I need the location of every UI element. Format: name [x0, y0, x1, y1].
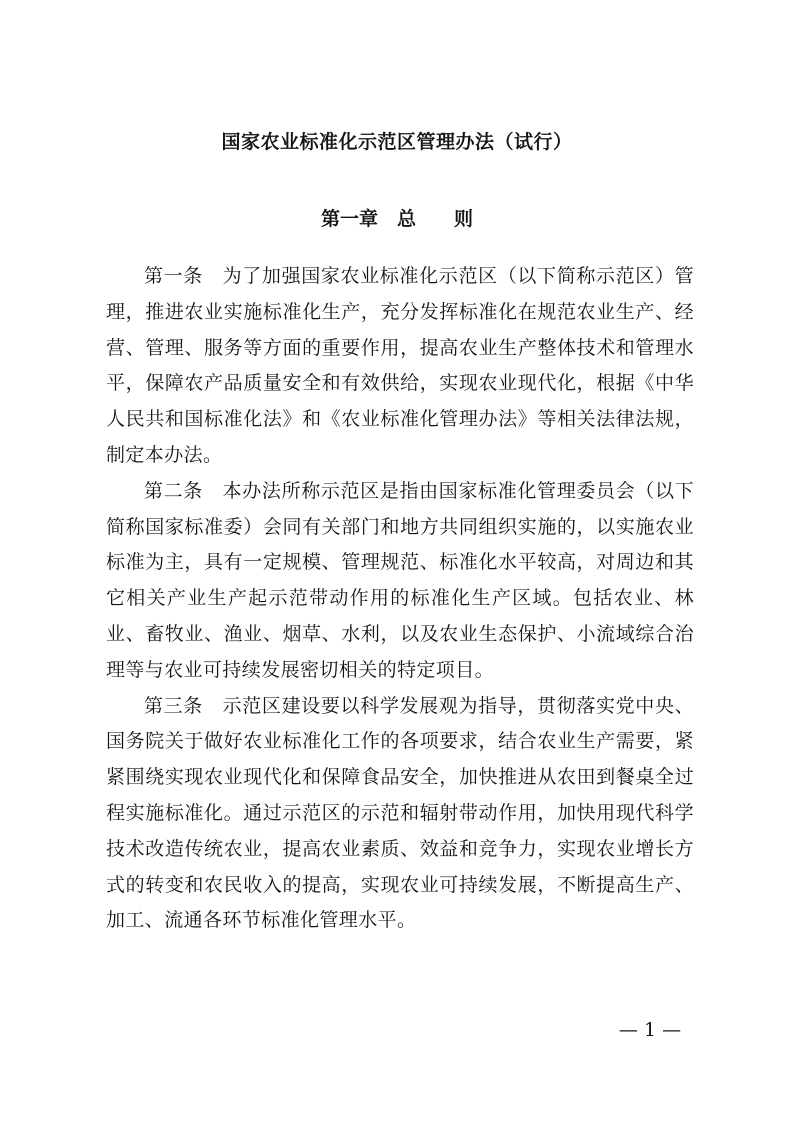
article-text: 本办法所称示范区是指由国家标准化管理委员会（以下简称国家标准委）会同有关部门和地方共同组织实施的，以实施农业标准为主，具有一定规模、管理规范、标准化水平较高，对周边和其它相关产业生产起示范带动作用的标准化生产区域。包括农业、林业、畜牧业、渔业、烟草、水利，以及农业生态保护、小流域综合治理等与农业可持续发展密切相关的特定项目。 [106, 479, 695, 681]
article-number: 第三条 [144, 694, 203, 717]
article-paragraph-2 [106, 474, 694, 689]
article-paragraph-1 [106, 259, 694, 474]
article-text: 示范区建设要以科学发展观为指导，贯彻落实党中央、国务院关于做好农业标准化工作的各项要求，结合农业生产需要，紧紧围绕实现农业现代化和保障食品安全，加快推进从农田到餐桌全过程实施标准化。通过示范区的示范和辐射带动作用，加快用现代科学技术改造传统农业，提高农业素质、效益和竞争力，实现农业增长方式的转变和农民收入的提高，实现农业可持续发展，不断提高生产、加工、流通各环节标准化管理水平。 [106, 694, 695, 932]
page-number: — 1 — [618, 1019, 682, 1041]
document-body [106, 259, 694, 939]
article-text: 为了加强国家农业标准化示范区（以下简称示范区）管理，推进农业实施标准化生产，充分发挥标准化在规范农业生产、经营、管理、服务等方面的重要作用，提高农业生产整体技术和管理水平，保障农产品质量安全和有效供给，实现农业现代化，根据《中华人民共和国标准化法》和《农业标准化管理办法》等相关法律法规，制定本办法。 [106, 265, 695, 466]
document-title: 国家农业标准化示范区管理办法（试行） [221, 131, 573, 153]
chapter-heading: 第一章 总 则 [320, 208, 473, 230]
article-paragraph-3 [106, 689, 694, 940]
article-number: 第一条 [144, 265, 203, 287]
article-number: 第二条 [144, 479, 203, 502]
